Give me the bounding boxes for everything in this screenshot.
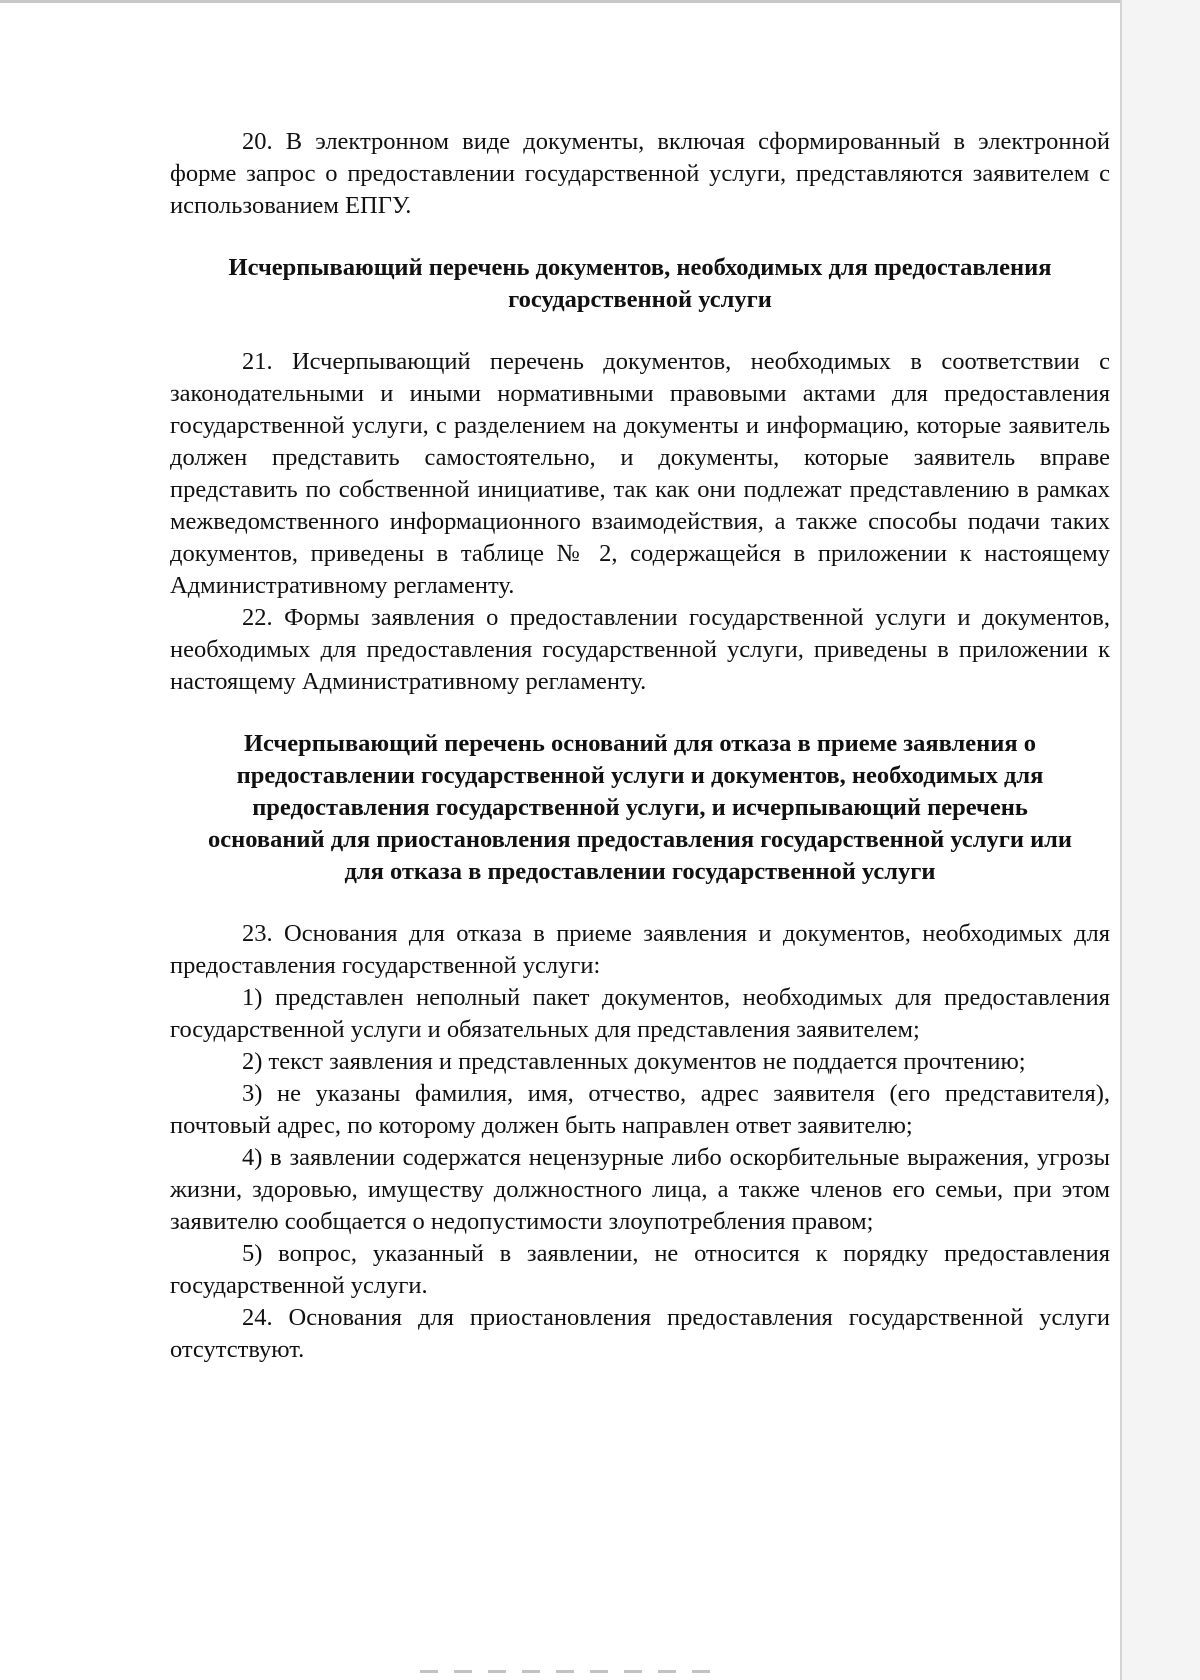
list-item-3: 3) не указаны фамилия, имя, отчество, адрес заявителя (его представителя), почтовый адрес, по которому должен быть направлен ответ заявителю; — [170, 1080, 1110, 1139]
spacer — [170, 222, 1110, 252]
paragraph-21: 21. Исчерпывающий перечень документов, необходимых в соответствии с законодательными и иными нормативными правовыми актами для предоставления государственной услуги, с разделением на документы и информацию, которые заявитель должен представить самостоятельно, и документы, которые заявитель вправе представить по собственной инициативе, так как они подлежат представлению в рамках межведомственного информационного взаимодействия, а также способы подачи таких документов, приведены в таблице № 2, содержащейся в приложении к настоящему Административному регламенту. — [170, 348, 1110, 599]
section-heading-documents: Исчерпывающий перечень документов, необходимых для предоставления государственной услуги — [228, 254, 1052, 313]
spacer — [170, 698, 1110, 728]
list-item-2: 2) текст заявления и представленных документов не поддается прочтению; — [242, 1048, 1026, 1075]
list-item-1: 1) представлен неполный пакет документов, необходимых для предоставления государственной услуги и обязательных для представления заявителем; — [170, 984, 1110, 1043]
scan-bottom-artifact — [420, 1670, 720, 1673]
paragraph-23: 23. Основания для отказа в приеме заявления и документов, необходимых для предоставления государственной услуги: — [170, 920, 1110, 979]
paragraph-22: 22. Формы заявления о предоставлении государственной услуги и документов, необходимых для предоставления государственной услуги, приведены в приложении к настоящему Административному регламенту. — [170, 604, 1110, 695]
spacer — [170, 888, 1110, 918]
spacer — [170, 316, 1110, 346]
scan-top-edge — [0, 0, 1120, 3]
list-item-4: 4) в заявлении содержатся нецензурные либо оскорбительные выражения, угрозы жизни, здоровью, имуществу должностного лица, а также членов его семьи, при этом заявителю сообщается о недопустимости злоупотребления правом; — [170, 1144, 1110, 1235]
section-heading-refusal-grounds: Исчерпывающий перечень оснований для отказа в приеме заявления о предоставлении государственной услуги и документов, необходимых для предоставления государственной услуги, и исчерпывающий перечень оснований для приостановления предоставления государственной услуги или для отказа в предоставлении государственной услуги — [207, 730, 1073, 885]
paragraph-20: 20. В электронном виде документы, включая сформированный в электронной форме запрос о предоставлении государственной услуги, представляются заявителем с использованием ЕПГУ. — [170, 128, 1110, 219]
document-body — [170, 126, 1110, 1366]
list-item-5: 5) вопрос, указанный в заявлении, не относится к порядку предоставления государственной услуги. — [170, 1240, 1110, 1299]
scan-right-margin — [1120, 0, 1200, 1680]
paragraph-24: 24. Основания для приостановления предоставления государственной услуги отсутствуют. — [170, 1304, 1110, 1363]
